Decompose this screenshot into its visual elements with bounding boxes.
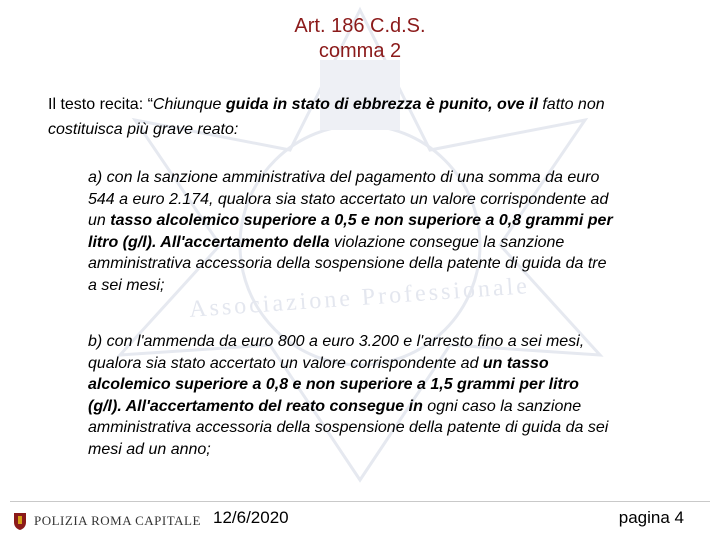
crest-icon [12,511,28,531]
paragraph-a-part-2: violazione consegue la sanzione amministrativa accessoria della sospensione della patente di guida da tre a sei mesi; [88,233,607,294]
title-line-1: Art. 186 C.d.S. [294,15,426,37]
intro-italic-2: fatto non costituisca più grave reato: [48,96,605,138]
intro-bold: guida in stato di ebbrezza è punito, ove il [225,96,538,113]
paragraph-a [88,167,613,296]
intro-italic-1: Chiunque [152,96,226,113]
title-line-2: comma 2 [318,40,402,62]
footer-divider [10,501,710,502]
footer-logo [12,510,201,532]
paragraph-a-bold: tasso alcolemico superiore a 0,5 e non superiore a 0,8 grammi per litro (g/l). All'accertamento della [88,212,613,251]
slide-title [0,14,720,64]
paragraph-b-bold: un tasso alcolemico superiore a 0,8 e non superiore a 1,5 grammi per litro (g/l). All'accertamento del reato consegue in [88,354,579,415]
paragraph-b [88,331,613,460]
footer-date: 12/6/2020 [213,508,289,527]
paragraph-b-part-2: ogni caso la sanzione amministrativa accessoria della sospensione della patente di guida da sei mesi ad un anno; [88,397,609,458]
intro-text [48,92,648,142]
footer-logo-text: POLIZIA ROMA CAPITALE [34,513,201,528]
watermark-text: Associazione Professionale [188,273,531,323]
page-number: pagina 4 [618,508,684,527]
paragraph-a-part-1: a) con la sanzione amministrativa del pagamento di una somma da euro 544 a euro 2.174, qualora sia stato accertato un valore corrispondente ad un [88,169,609,229]
paragraph-b-part-1: b) con l'ammenda da euro 800 a euro 3.200 e l'arresto fino a sei mesi, qualora sia stato accertato un valore corrispondente ad [88,333,585,372]
intro-prefix: Il testo recita: “ [48,96,153,113]
